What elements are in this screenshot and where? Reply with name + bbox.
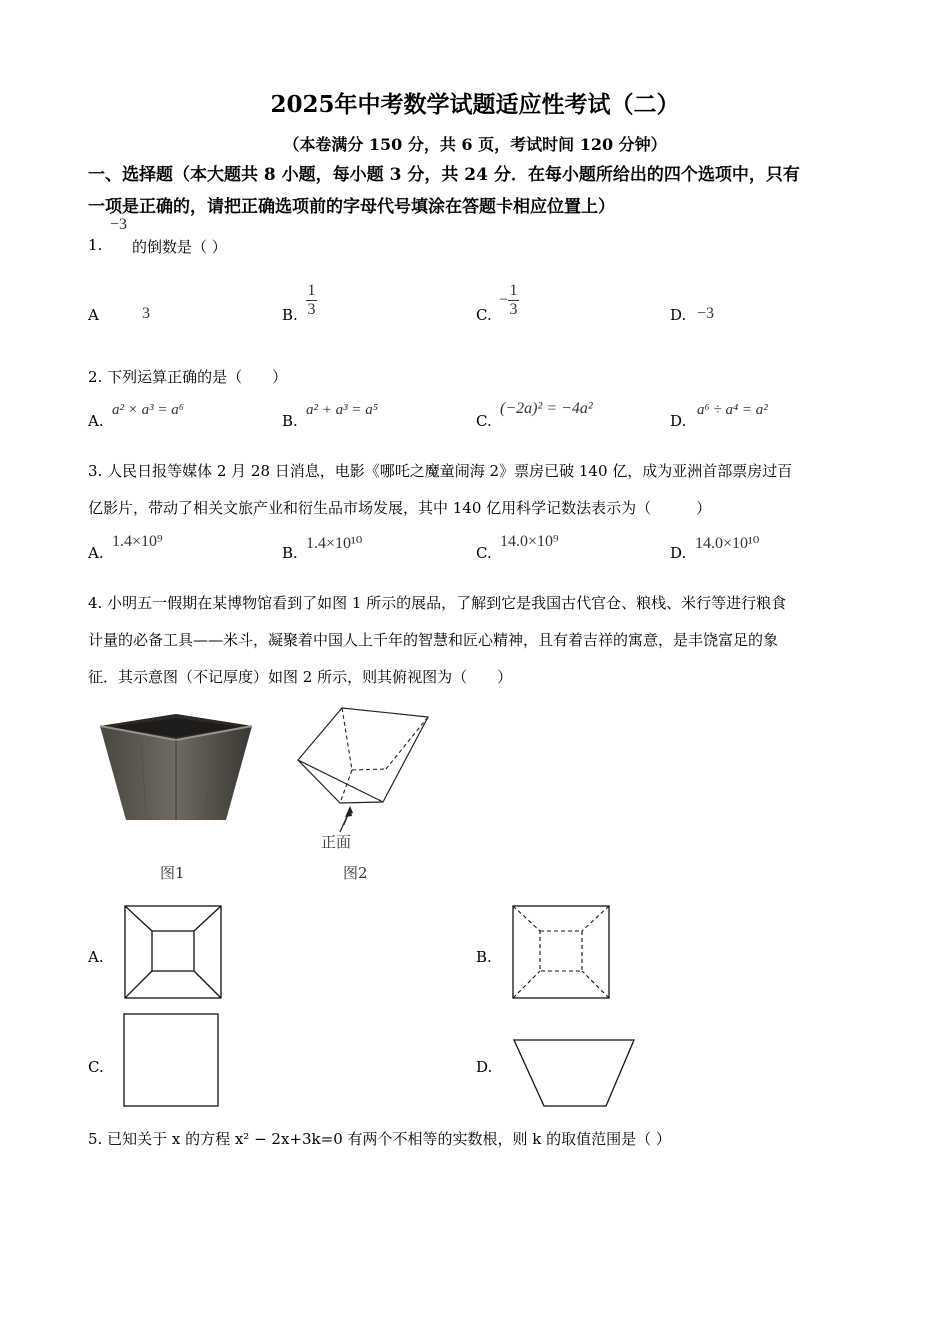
q4-option-c-figure xyxy=(123,1013,221,1109)
page-title: 2025年中考数学试题适应性考试（二） xyxy=(270,91,680,118)
q3-option-a-label: A. xyxy=(88,544,104,562)
q4-option-b-figure xyxy=(512,905,612,1001)
q4-line1: 4. 小明五一假期在某博物馆看到了如图 1 所示的展品，了解到它是我国古代官仓、粮栈、米行等进行粮食 xyxy=(88,594,787,612)
q4-option-d-figure xyxy=(512,1038,636,1110)
q3-option-c-label: C. xyxy=(476,544,492,562)
rice-measure-diagram xyxy=(290,705,440,825)
q3-line2: 亿影片，带动了相关文旅产业和衍生品市场发展，其中 140 亿用科学记数法表示为（ ） xyxy=(88,499,712,517)
q4-line2: 计量的必备工具——米斗，凝聚着中国人上千年的智慧和匠心精神，且有着吉祥的寓意，是丰饶富足的象 xyxy=(88,631,779,649)
q3-option-d-expr: 14.0×10¹⁰ xyxy=(695,535,760,552)
q1-option-b-label: B. xyxy=(282,306,298,324)
rice-measure-photo xyxy=(96,710,256,828)
q1-number: 1. xyxy=(88,236,103,254)
q4-option-a-label: A. xyxy=(88,948,104,966)
q2-text: 2. 下列运算正确的是（ ） xyxy=(88,368,288,386)
q2-option-a-expr: a² × a³ = a⁶ xyxy=(112,402,184,418)
q3-option-a-expr: 1.4×10⁹ xyxy=(112,533,163,550)
q4-line3: 征．其示意图（不记厚度）如图 2 所示，则其俯视图为（ ） xyxy=(88,668,513,686)
q1-option-b-fraction: $\frac{1}{3}$ xyxy=(307,282,316,318)
q1-option-c-label: C. xyxy=(476,306,492,324)
q2-option-c-expr: (−2a)² = −4a² xyxy=(500,400,593,417)
q2-option-c-label: C. xyxy=(476,412,492,430)
q1-expression: −3 xyxy=(110,216,128,233)
page-subtitle: （本卷满分 150 分，共 6 页，考试时间 120 分钟） xyxy=(283,135,667,154)
q1-option-d-label: D. xyxy=(670,306,687,324)
section-heading-line2: 一项是正确的，请把正确选项前的字母代号填涂在答题卡相应位置上） xyxy=(88,197,615,217)
q3-option-d-label: D. xyxy=(670,544,687,562)
q3-option-b-label: B. xyxy=(282,544,298,562)
section-heading-line1: 一、选择题（本大题共 8 小题，每小题 3 分，共 24 分．在每小题所给出的四个选项中，只有 xyxy=(88,165,800,185)
fig1-caption: 图1 xyxy=(160,864,185,882)
q3-option-c-expr: 14.0×10⁹ xyxy=(500,533,559,550)
q2-option-b-expr: a² + a³ = a⁵ xyxy=(306,402,378,418)
q4-option-b-label: B. xyxy=(476,948,492,966)
q2-option-d-label: D. xyxy=(670,412,687,430)
q1-option-a-label: A xyxy=(88,306,99,324)
q1-text: 的倒数是（ ） xyxy=(132,238,227,256)
fig2-caption: 图2 xyxy=(343,864,368,882)
q1-option-c-fraction: − $\frac{1}{3}$ xyxy=(499,282,518,318)
front-label: 正面 xyxy=(321,833,352,851)
q3-option-b-expr: 1.4×10¹⁰ xyxy=(306,535,363,552)
q2-option-a-label: A. xyxy=(88,412,104,430)
q1-option-d-value: −3 xyxy=(697,305,715,322)
q4-option-d-label: D. xyxy=(476,1058,493,1076)
q5-text: 5. 已知关于 x 的方程 x² − 2x+3k=0 有两个不相等的实数根，则 k 的取值范围是（ ） xyxy=(88,1130,671,1148)
q2-option-d-expr: a⁶ ÷ a⁴ = a² xyxy=(697,402,768,418)
q2-option-b-label: B. xyxy=(282,412,298,430)
q4-option-c-label: C. xyxy=(88,1058,104,1076)
q4-option-a-figure xyxy=(124,905,224,1001)
q1-option-a-value: 3 xyxy=(142,305,150,322)
q3-line1: 3. 人民日报等媒体 2 月 28 日消息，电影《哪吒之魔童闹海 2》票房已破 140 亿，成为亚洲首部票房过百 xyxy=(88,462,793,480)
